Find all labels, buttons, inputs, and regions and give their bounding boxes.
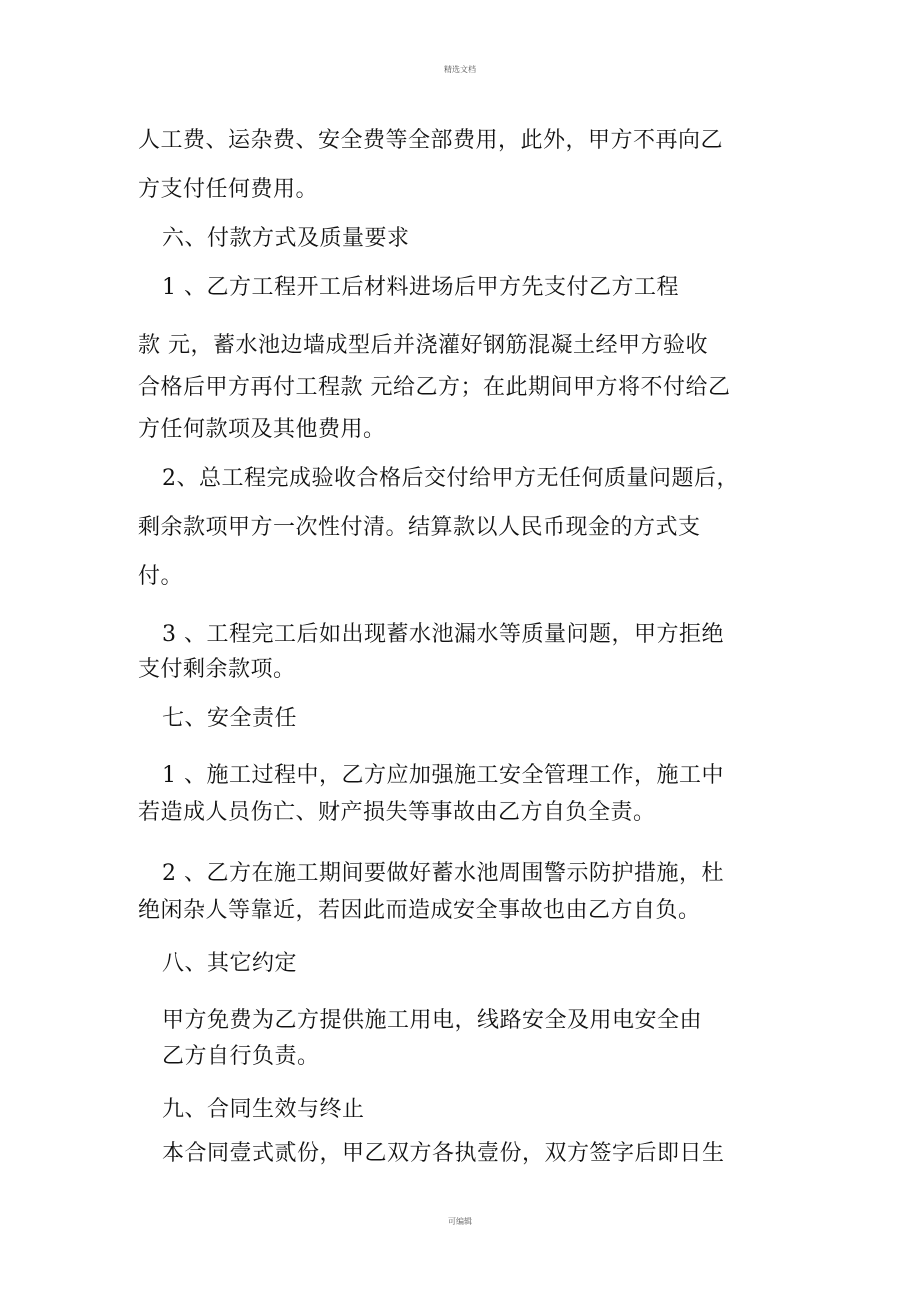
paragraph-line: 甲方免费为乙方提供施工用电，线路安全及用电安全由 xyxy=(162,1008,703,1033)
page-footer: 可编辑 xyxy=(448,1217,472,1226)
paragraph-line: 若造成人员伤亡、财产损失等事故由乙方自负全责。 xyxy=(138,800,656,825)
paragraph-line: 3 、工程完工后如出现蓄水池漏水等质量问题，甲方拒绝 xyxy=(162,622,724,647)
paragraph-line: 1 、乙方工程开工后材料进场后甲方先支付乙方工程 xyxy=(162,275,679,300)
paragraph-line: 1 、施工过程中，乙方应加强施工安全管理工作，施工中 xyxy=(162,763,724,788)
paragraph-line: 绝闲杂人等靠近，若因此而造成安全事故也由乙方自负。 xyxy=(138,898,701,923)
paragraph-line: 合格后甲方再付工程款 元给乙方；在此期间甲方将不付给乙 xyxy=(138,375,731,400)
paragraph-line: 剩余款项甲方一次性付清。结算款以人民币现金的方式支 xyxy=(138,515,701,540)
page-header: 精选文档 xyxy=(444,65,476,74)
paragraph-line: 人工费、运杂费、安全费等全部费用，此外，甲方不再向乙 xyxy=(138,128,724,153)
paragraph-line: 款 元，蓄水池边墙成型后并浇灌好钢筋混凝土经甲方验收 xyxy=(138,333,708,358)
section-heading: 九、合同生效与终止 xyxy=(162,1097,365,1122)
section-heading: 七、安全责任 xyxy=(162,706,298,731)
paragraph-line: 方支付任何费用。 xyxy=(138,177,319,202)
paragraph-line: 2 、乙方在施工期间要做好蓄水池周围警示防护措施，杜 xyxy=(162,861,724,886)
paragraph-line: 支付剩余款项。 xyxy=(138,657,296,682)
paragraph-line: 方任何款项及其他费用。 xyxy=(138,417,386,442)
paragraph-line: 付。 xyxy=(138,564,184,589)
paragraph-line: 2、总工程完成验收合格后交付给甲方无任何质量问题后， xyxy=(162,466,739,491)
section-heading: 八、其它约定 xyxy=(162,951,298,976)
paragraph-line: 本合同壹式贰份，甲乙双方各执壹份，双方签字后即日生 xyxy=(162,1141,725,1166)
paragraph-line: 乙方自行负责。 xyxy=(162,1044,320,1069)
section-heading: 六、付款方式及质量要求 xyxy=(162,226,410,251)
